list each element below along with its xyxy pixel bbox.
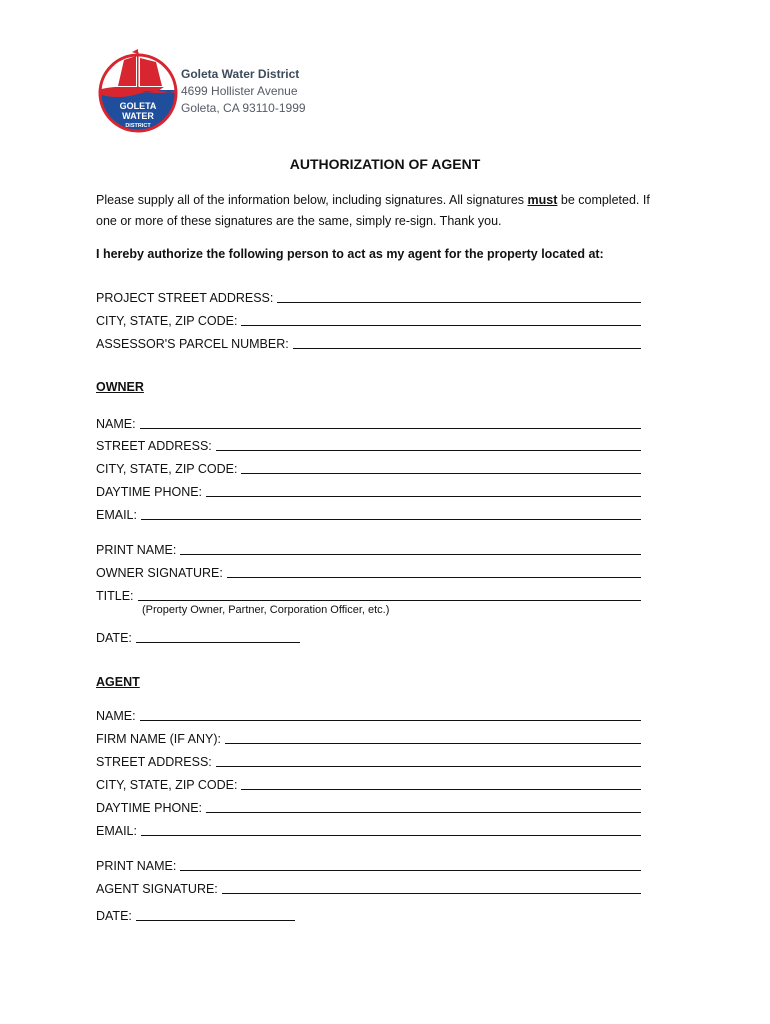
agent-street-address-field[interactable]: [96, 750, 641, 770]
owner-street-address-label: STREET ADDRESS:: [96, 439, 212, 453]
agent-print-name-input[interactable]: [180, 870, 641, 871]
owner-city-state-zip-field[interactable]: [96, 457, 641, 477]
goleta-water-district-logo: [98, 46, 178, 134]
owner-city-state-zip-label: CITY, STATE, ZIP CODE:: [96, 462, 238, 476]
agent-date-field[interactable]: [96, 904, 295, 924]
agent-email-label: EMAIL:: [96, 824, 137, 838]
owner-print-name-label: PRINT NAME:: [96, 543, 177, 557]
project-street-address-input[interactable]: [277, 302, 641, 303]
agent-section-heading: AGENT: [96, 675, 140, 689]
agent-signature-input[interactable]: [222, 893, 641, 894]
authorize-statement: I hereby authorize the following person to act as my agent for the property located at:: [96, 247, 604, 261]
agent-name-label: NAME:: [96, 709, 136, 723]
agent-date-label: DATE:: [96, 909, 132, 923]
owner-signature-input[interactable]: [227, 577, 641, 578]
owner-name-label: NAME:: [96, 417, 136, 431]
agent-city-state-zip-label: CITY, STATE, ZIP CODE:: [96, 778, 238, 792]
owner-title-field[interactable]: [96, 584, 641, 604]
owner-city-state-zip-input[interactable]: [241, 473, 641, 474]
org-address-block: [181, 66, 306, 117]
logo-word-2: WATER: [122, 111, 154, 121]
assessor-parcel-number-label: ASSESSOR'S PARCEL NUMBER:: [96, 337, 289, 351]
owner-name-input[interactable]: [140, 428, 641, 429]
org-address-line2: Goleta, CA 93110-1999: [181, 101, 306, 115]
agent-firm-name-label: FIRM NAME (IF ANY):: [96, 732, 221, 746]
owner-daytime-phone-input[interactable]: [206, 496, 641, 497]
assessor-parcel-number-input[interactable]: [293, 348, 641, 349]
owner-title-label: TITLE:: [96, 589, 134, 603]
property-city-state-zip-input[interactable]: [241, 325, 641, 326]
agent-firm-name-field[interactable]: [96, 727, 641, 747]
owner-date-input[interactable]: [136, 642, 300, 643]
agent-daytime-phone-label: DAYTIME PHONE:: [96, 801, 203, 815]
agent-name-field[interactable]: [96, 704, 641, 724]
owner-daytime-phone-field[interactable]: [96, 480, 641, 500]
page-title: AUTHORIZATION OF AGENT: [289, 156, 481, 172]
logo-word-3: DISTRICT: [125, 123, 151, 129]
agent-email-input[interactable]: [141, 835, 641, 836]
owner-title-input[interactable]: [138, 600, 641, 601]
owner-print-name-input[interactable]: [180, 554, 641, 555]
agent-signature-label: AGENT SIGNATURE:: [96, 882, 218, 896]
owner-street-address-input[interactable]: [216, 450, 641, 451]
agent-city-state-zip-input[interactable]: [241, 789, 641, 790]
project-street-address-field[interactable]: [96, 286, 641, 306]
agent-email-field[interactable]: [96, 819, 641, 839]
intro-emphasis-must: must: [527, 193, 558, 207]
agent-date-input[interactable]: [136, 920, 295, 921]
owner-signature-label: OWNER SIGNATURE:: [96, 566, 223, 580]
agent-print-name-label: PRINT NAME:: [96, 859, 177, 873]
owner-email-input[interactable]: [141, 519, 641, 520]
agent-street-address-label: STREET ADDRESS:: [96, 755, 212, 769]
org-name: Goleta Water District: [181, 67, 300, 81]
owner-street-address-field[interactable]: [96, 434, 641, 454]
agent-daytime-phone-input[interactable]: [206, 812, 641, 813]
logo-word-1: GOLETA: [119, 101, 157, 111]
owner-email-field[interactable]: [96, 503, 641, 523]
agent-name-input[interactable]: [140, 720, 641, 721]
owner-title-note: (Property Owner, Partner, Corporation Officer, etc.): [142, 604, 390, 616]
agent-street-address-input[interactable]: [216, 766, 641, 767]
owner-date-label: DATE:: [96, 631, 132, 645]
owner-email-label: EMAIL:: [96, 508, 137, 522]
owner-print-name-field[interactable]: [96, 538, 641, 558]
project-street-address-label: PROJECT STREET ADDRESS:: [96, 291, 274, 305]
intro-text-2: be completed. If one or more of these signatures are the same, simply re-sign. Thank you.: [96, 193, 650, 228]
intro-text-1: Please supply all of the information below, including signatures. All signatures: [96, 193, 528, 207]
org-address-line1: 4699 Hollister Avenue: [181, 84, 298, 98]
owner-signature-field[interactable]: [96, 561, 641, 581]
assessor-parcel-number-field[interactable]: [96, 332, 641, 352]
agent-city-state-zip-field[interactable]: [96, 773, 641, 793]
property-city-state-zip-label: CITY, STATE, ZIP CODE:: [96, 314, 238, 328]
agent-signature-field[interactable]: [96, 877, 641, 897]
agent-daytime-phone-field[interactable]: [96, 796, 641, 816]
agent-print-name-field[interactable]: [96, 854, 641, 874]
intro-paragraph: [96, 190, 656, 232]
owner-name-field[interactable]: [96, 412, 641, 432]
property-city-state-zip-field[interactable]: [96, 309, 641, 329]
owner-date-field[interactable]: [96, 626, 300, 646]
owner-daytime-phone-label: DAYTIME PHONE:: [96, 485, 203, 499]
owner-section-heading: OWNER: [96, 380, 144, 394]
agent-firm-name-input[interactable]: [225, 743, 641, 744]
